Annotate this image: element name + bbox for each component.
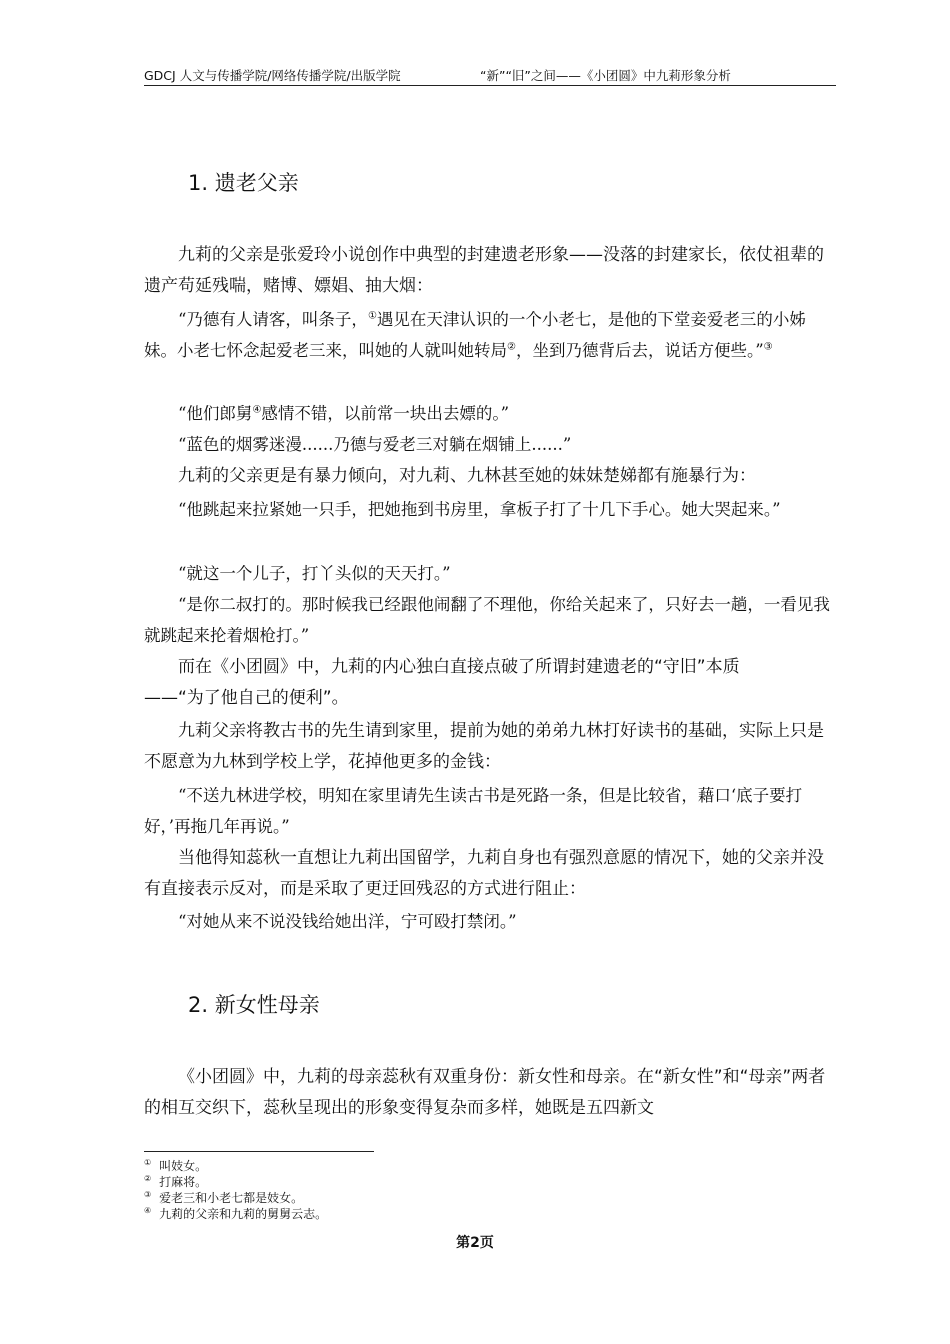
footnote: [144, 1174, 836, 1190]
quote: “蓝色的烟雾迷漫......乃德与爱老三对躺在烟铺上......”: [178, 435, 572, 454]
footnote-divider: [144, 1151, 374, 1152]
paragraph-continuation: ——“为了他自己的便利”。: [144, 688, 349, 708]
paragraph: 而在《小团圆》中，九莉的内心独白直接点破了所谓封建遗老的“守旧”本质: [178, 657, 740, 677]
quote: “就这一个儿子，打丫头似的天天打。”: [178, 564, 451, 583]
quote: “不送九林进学校，明知在家里请先生读古书是死路一条，但是比较省，藉口‘底子要打好，’再拖几年再说。”: [144, 786, 803, 836]
footnote-ref: ①: [367, 310, 377, 322]
header-institution: GDCJ 人文与传播学院/网络传播学院/出版学院: [144, 68, 401, 83]
footnote-mark: ③: [144, 1190, 152, 1199]
section-heading-1: 1. 遗老父亲: [188, 171, 299, 195]
quote: “对她从来不说没钱给她出洋，宁可殴打禁闭。”: [178, 912, 517, 931]
paragraph: 九莉父亲将教古书的先生请到家里，提前为她的弟弟九林打好读书的基础，实际上只是不愿意为九林到学校上学，花掉他更多的金钱：: [144, 721, 824, 772]
footnote-ref: ③: [763, 341, 773, 353]
paragraph: 当他得知蕊秋一直想让九莉出国留学，九莉自身也有强烈意愿的情况下，她的父亲并没有直接表示反对，而是采取了更迂回残忍的方式进行阻止：: [144, 848, 824, 899]
footnote-ref: ②: [507, 341, 516, 353]
footnote: [144, 1158, 836, 1174]
footnote-ref: ④: [252, 404, 262, 416]
quote-text: “乃德有人请客，叫条子，: [178, 310, 368, 329]
footnote-text: 打麻将。: [159, 1175, 208, 1189]
paragraph: 九莉的父亲是张爱玲小说创作中典型的封建遗老形象——没落的封建家长，依仗祖辈的遗产苟延残喘，赌博、嫖娼、抽大烟：: [144, 245, 824, 296]
quote-text: ，坐到乃德背后去，说话方便些。”: [515, 341, 764, 360]
paragraph: 《小团圆》中，九莉的母亲蕊秋有双重身份：新女性和母亲。在“新女性”和“母亲”两者的相互交织下，蕊秋呈现出的形象变得复杂而多样，她既是五四新文: [144, 1067, 826, 1118]
footnote-mark: ④: [144, 1206, 152, 1215]
footnote-mark: ①: [144, 1158, 152, 1167]
quote: [144, 304, 836, 366]
header-divider: [144, 85, 836, 86]
footnote-text: 九莉的父亲和九莉的舅舅云志。: [159, 1207, 328, 1221]
quote-text: 感情不错，以前常一块出去嫖的。”: [261, 404, 510, 423]
footnote: [144, 1206, 836, 1222]
page-header: [144, 66, 836, 86]
footnote-text: 爱老三和小老七都是妓女。: [159, 1191, 304, 1205]
quote: [144, 398, 836, 429]
quote: “是你二叔打的。那时候我已经跟他闹翻了不理他，你给关起来了，只好去一趟，一看见我就跳起来抡着烟枪打。”: [144, 595, 830, 645]
section-heading-2: 2. 新女性母亲: [188, 993, 320, 1017]
footnote-mark: ②: [144, 1174, 152, 1183]
footnote-text: 叫妓女。: [159, 1159, 208, 1173]
quote-text: “他们郎舅: [178, 404, 253, 423]
header-paper-title: “新”“旧”之间——《小团圆》中九莉形象分析: [480, 68, 731, 83]
footnotes: [144, 1158, 836, 1222]
quote: “他跳起来拉紧她一只手，把她拖到书房里，拿板子打了十几下手心。她大哭起来。”: [178, 500, 781, 519]
footnote: [144, 1190, 836, 1206]
quote-text: 遇见在天津认识的一个小老七，是他的下堂妾爱老三的小姊妹。小老七怀念起爱老三来，叫她的人就叫她转局: [144, 310, 806, 360]
paragraph: 九莉的父亲更是有暴力倾向，对九莉、九林甚至她的妹妹楚娣都有施暴行为：: [178, 466, 756, 486]
page-number: 第2页: [456, 1235, 494, 1251]
